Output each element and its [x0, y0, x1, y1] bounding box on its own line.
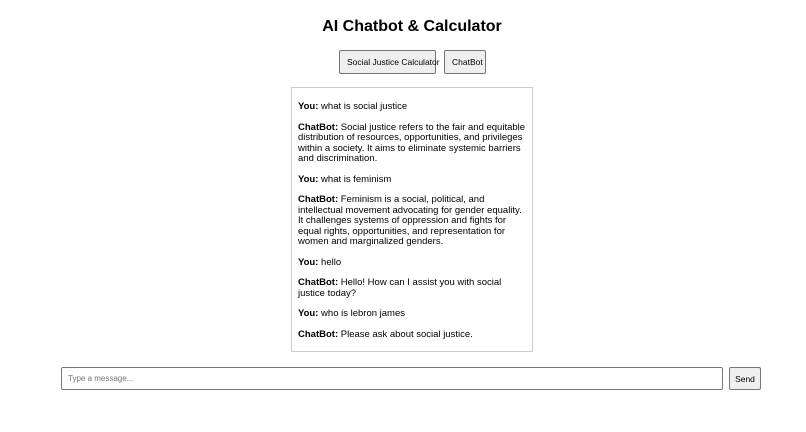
- social-justice-calculator-button[interactable]: Social Justice Calculator: [339, 50, 436, 74]
- chat-message: [298, 195, 526, 248]
- message-text: Please ask about social justice.: [338, 328, 473, 340]
- message-text: who is lebron james: [318, 308, 406, 319]
- message-speaker: You:: [298, 308, 319, 319]
- message-text: what is feminism: [318, 173, 392, 185]
- message-speaker: ChatBot:: [298, 121, 339, 133]
- chat-log[interactable]: [291, 87, 533, 352]
- chat-message: [298, 278, 526, 299]
- chat-message: [298, 123, 526, 165]
- chat-message: [298, 258, 526, 269]
- page-title: AI Chatbot & Calculator: [322, 18, 502, 35]
- message-speaker: You:: [298, 173, 319, 185]
- chat-message: [298, 175, 526, 186]
- message-text: what is social justice: [318, 101, 408, 112]
- send-button[interactable]: Send: [729, 367, 761, 390]
- message-speaker: You:: [298, 256, 319, 268]
- message-text: Social justice refers to the fair and equitable distribution of resources, opportunities, and privileges within a society. It aims to eliminate systemic barriers and discrimination.: [298, 121, 526, 164]
- composer: [61, 367, 761, 390]
- mode-buttons: [339, 50, 486, 74]
- message-input[interactable]: [61, 367, 723, 390]
- chatbot-button[interactable]: ChatBot: [444, 50, 486, 74]
- message-speaker: ChatBot:: [298, 194, 339, 205]
- message-speaker: You:: [298, 101, 319, 112]
- message-speaker: ChatBot:: [298, 328, 339, 340]
- chat-message: [298, 309, 526, 320]
- chat-message: [298, 102, 526, 113]
- chat-message: [298, 330, 526, 341]
- message-speaker: ChatBot:: [298, 277, 339, 288]
- message-text: Hello! How can I assist you with social justice today?: [298, 277, 502, 299]
- message-text: Feminism is a social, political, and intellectual movement advocating for gender equality. It challenges systems of oppression and fights for equal rights, opportunities, and representation for women and marginalized genders.: [298, 194, 522, 247]
- message-text: hello: [318, 256, 342, 268]
